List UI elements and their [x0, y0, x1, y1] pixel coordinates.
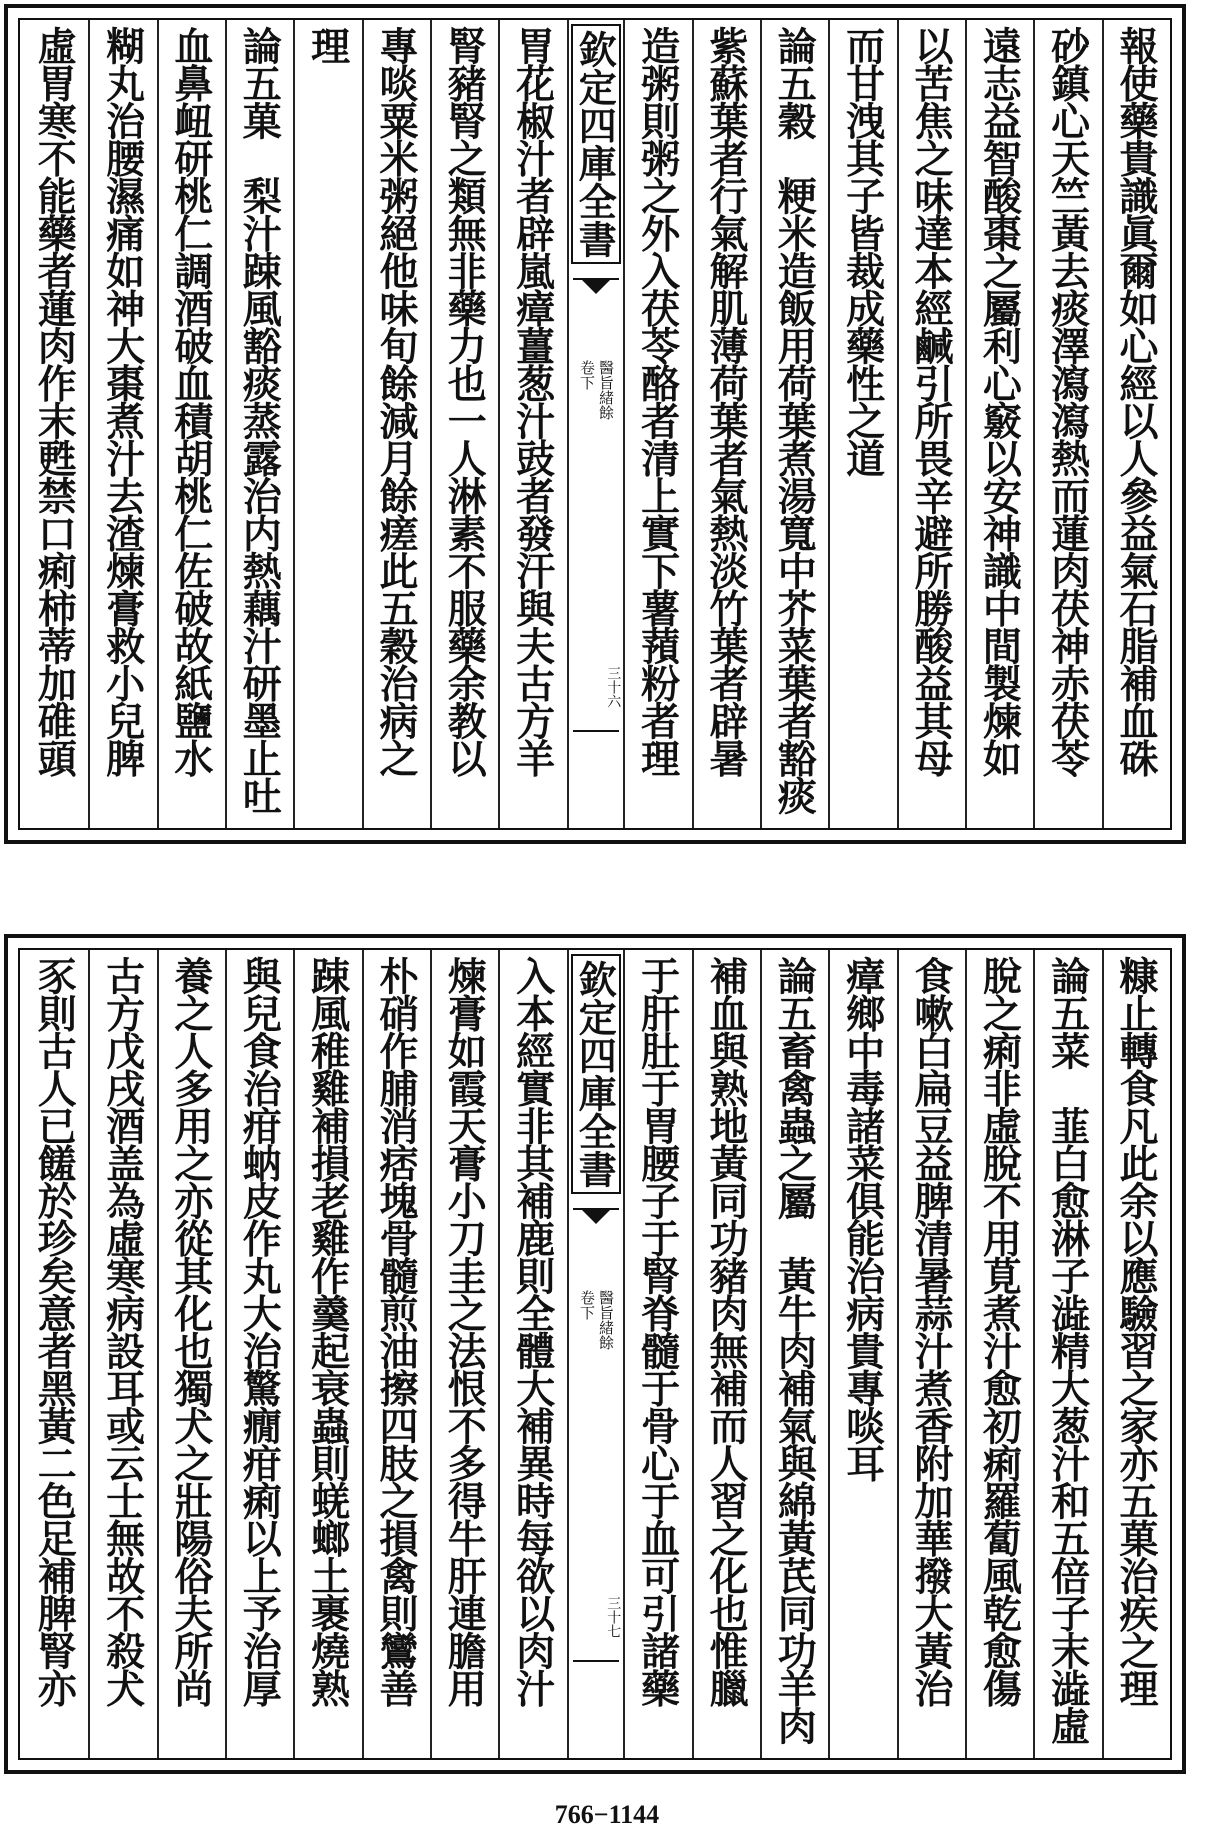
margin-page-number: 三十六: [605, 666, 622, 708]
text-column: 腎豬腎之類無非藥力也一人淋素不服藥余教以: [430, 20, 498, 828]
margin-juan: 卷下: [577, 360, 596, 390]
text-frame: [18, 948, 1172, 1760]
text-column: 朴硝作脯消痞塊骨髓煎油擦四肢之損禽則鸞善: [362, 950, 430, 1758]
text-column: 血鼻衄研桃仁調酒破血積胡桃仁佐破故紙鹽水: [157, 20, 225, 828]
text-column: 入本經實非其補鹿則全體大補異時每欲以肉汁: [498, 950, 566, 1758]
page-top: [4, 4, 1186, 844]
text-column: 論五菜 韮白愈淋子澁精大葱汁和五倍子末澁虛: [1033, 950, 1101, 1758]
fish-tail-mark: [573, 730, 620, 732]
margin-page-number: 三十七: [605, 1596, 622, 1638]
fish-tail-mark: [573, 278, 620, 306]
text-column: 造粥則粥之外入茯苓酪者清上實下薯蕷粉者理: [623, 20, 691, 828]
text-column: 而甘洩其子皆裁成藥性之道: [828, 20, 896, 828]
text-column: 論五菓 梨汁踈風豁痰蒸露治内熱藕汁研墨止吐: [225, 20, 293, 828]
text-column: 煉膏如霞天膏小刀圭之法恨不多得牛肝連膽用: [430, 950, 498, 1758]
block-margin: [567, 950, 624, 1758]
text-column: 與兒食治疳蚋皮作丸大治驚癇疳痢以上予治厚: [225, 950, 293, 1758]
margin-title: 欽定四庫全書: [571, 24, 622, 264]
text-column: 論五畜禽蟲之屬 黃牛肉補氣與綿黃芪同功羊肉: [760, 950, 828, 1758]
text-column: 紫蘇葉者行氣解肌薄荷葉者氣熱淡竹葉者辟暑: [692, 20, 760, 828]
margin-juan: 卷下: [577, 1290, 596, 1320]
fish-tail-mark: [573, 1208, 620, 1236]
text-column: 豕則古人已饈於珍矣意者黑黃二色足補脾腎亦: [31, 956, 78, 1706]
text-column: 踈風稚雞補損老雞作羹起衰蟲則蜣螂土裹燒熟: [293, 950, 361, 1758]
text-column: 古方戊戌酒盖為虛寒病設耳或云士無故不殺犬: [88, 950, 156, 1758]
text-column: 于肝肚于胃腰子于腎脊髓于骨心于血可引諸藥: [623, 950, 691, 1758]
page-footer-number: 766−1144: [554, 1800, 660, 1829]
text-column: 專啖粟米粥絕他味旬餘減月餘瘥此五穀治病之: [362, 20, 430, 828]
text-column: 論五穀 粳米造飯用荷葉煮湯寬中芥菜葉者豁痰: [760, 20, 828, 828]
margin-subtitle: [569, 1290, 624, 1350]
text-column: 補血與熟地黃同功豬肉無補而人習之化也惟臘: [692, 950, 760, 1758]
text-column: 虛胃寒不能藥者蓮肉作末甦禁口痢柿蒂加碓頭: [31, 26, 78, 776]
text-column: 脫之痢非虛脫不用莧煮汁愈初痢羅蔔風乾愈傷: [965, 950, 1033, 1758]
text-frame: [18, 18, 1172, 830]
margin-book-title: 醫旨緒餘: [596, 1290, 615, 1350]
text-column: 胃花椒汁者辟嵐瘴薑葱汁豉者發汗與夫古方羊: [498, 20, 566, 828]
text-column: 食嗽白扁豆益脾清暑蒜汁煮香附加華撥大黃治: [897, 950, 965, 1758]
text-column: 以苦焦之味達本經鹹引所畏辛避所勝酸益其母: [897, 20, 965, 828]
text-column: 理: [293, 20, 361, 828]
text-column: 養之人多用之亦從其化也獨犬之壯陽俗夫所尚: [157, 950, 225, 1758]
text-column: 砂鎮心天竺黃去痰澤瀉瀉熱而蓮肉茯神赤茯苓: [1033, 20, 1101, 828]
text-column: 瘴鄉中毒諸菜俱能治病貴專啖耳: [828, 950, 896, 1758]
margin-book-title: 醫旨緒餘: [596, 360, 615, 420]
block-margin: [567, 20, 624, 828]
text-column: 糠止轉食凡此余以應驗習之家亦五菓治疾之理: [1102, 950, 1170, 1758]
margin-subtitle: [569, 360, 624, 420]
text-column: 糊丸治腰濕痛如神大棗煮汁去渣煉膏救小兒脾: [88, 20, 156, 828]
margin-title: 欽定四庫全書: [571, 954, 622, 1194]
page-bottom: [4, 934, 1186, 1774]
text-column: 報使藥貴識眞爾如心經以人參益氣石脂補血硃: [1102, 20, 1170, 828]
text-column: 遠志益智酸棗之屬利心竅以安神識中間製煉如: [965, 20, 1033, 828]
fish-tail-mark: [573, 1660, 620, 1662]
